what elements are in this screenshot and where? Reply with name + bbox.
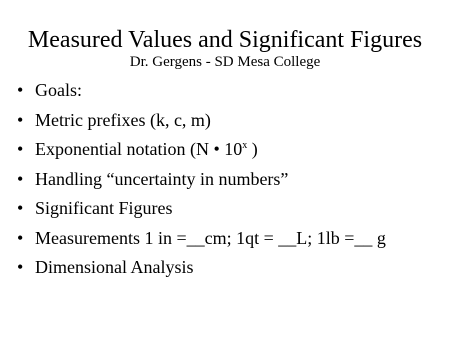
- bullet-item-significant-figures: [17, 197, 442, 227]
- bullet-item-goals: [17, 79, 442, 109]
- bullet-text: Handling “uncertainty in numbers”: [35, 168, 289, 189]
- bullet-item-measurements: [17, 227, 442, 257]
- slide-subtitle: Dr. Gergens - SD Mesa College: [129, 54, 321, 70]
- exponent-superscript: x: [242, 140, 248, 151]
- bullet-icon: •: [17, 198, 24, 218]
- slide-title: Measured Values and Significant Figures: [27, 27, 423, 53]
- bullet-text: Dimensional Analysis: [35, 257, 194, 277]
- bullet-icon: •: [17, 168, 24, 189]
- bullet-text: Metric prefixes (k, c, m): [35, 109, 211, 130]
- bullet-icon: •: [17, 227, 24, 248]
- bullet-icon: •: [17, 109, 24, 130]
- bullet-text-before: Exponential notation (N • 10: [35, 139, 243, 159]
- bullet-item-uncertainty: [17, 168, 442, 198]
- bullet-text: Measurements 1 in =__cm; 1qt = __L; 1lb =__ g: [35, 227, 386, 248]
- bullet-item-dimensional-analysis: [17, 256, 442, 286]
- bullet-icon: •: [17, 139, 24, 159]
- bullet-text-after: ): [247, 139, 258, 159]
- bullet-list: [17, 79, 442, 286]
- bullet-icon: •: [17, 257, 24, 277]
- bullet-item-metric-prefixes: [17, 109, 442, 139]
- bullet-icon: •: [17, 80, 24, 100]
- bullet-text: Significant Figures: [35, 198, 173, 218]
- bullet-text: [35, 138, 258, 160]
- bullet-item-exponential-notation: [17, 138, 442, 168]
- bullet-text: Goals:: [35, 80, 82, 100]
